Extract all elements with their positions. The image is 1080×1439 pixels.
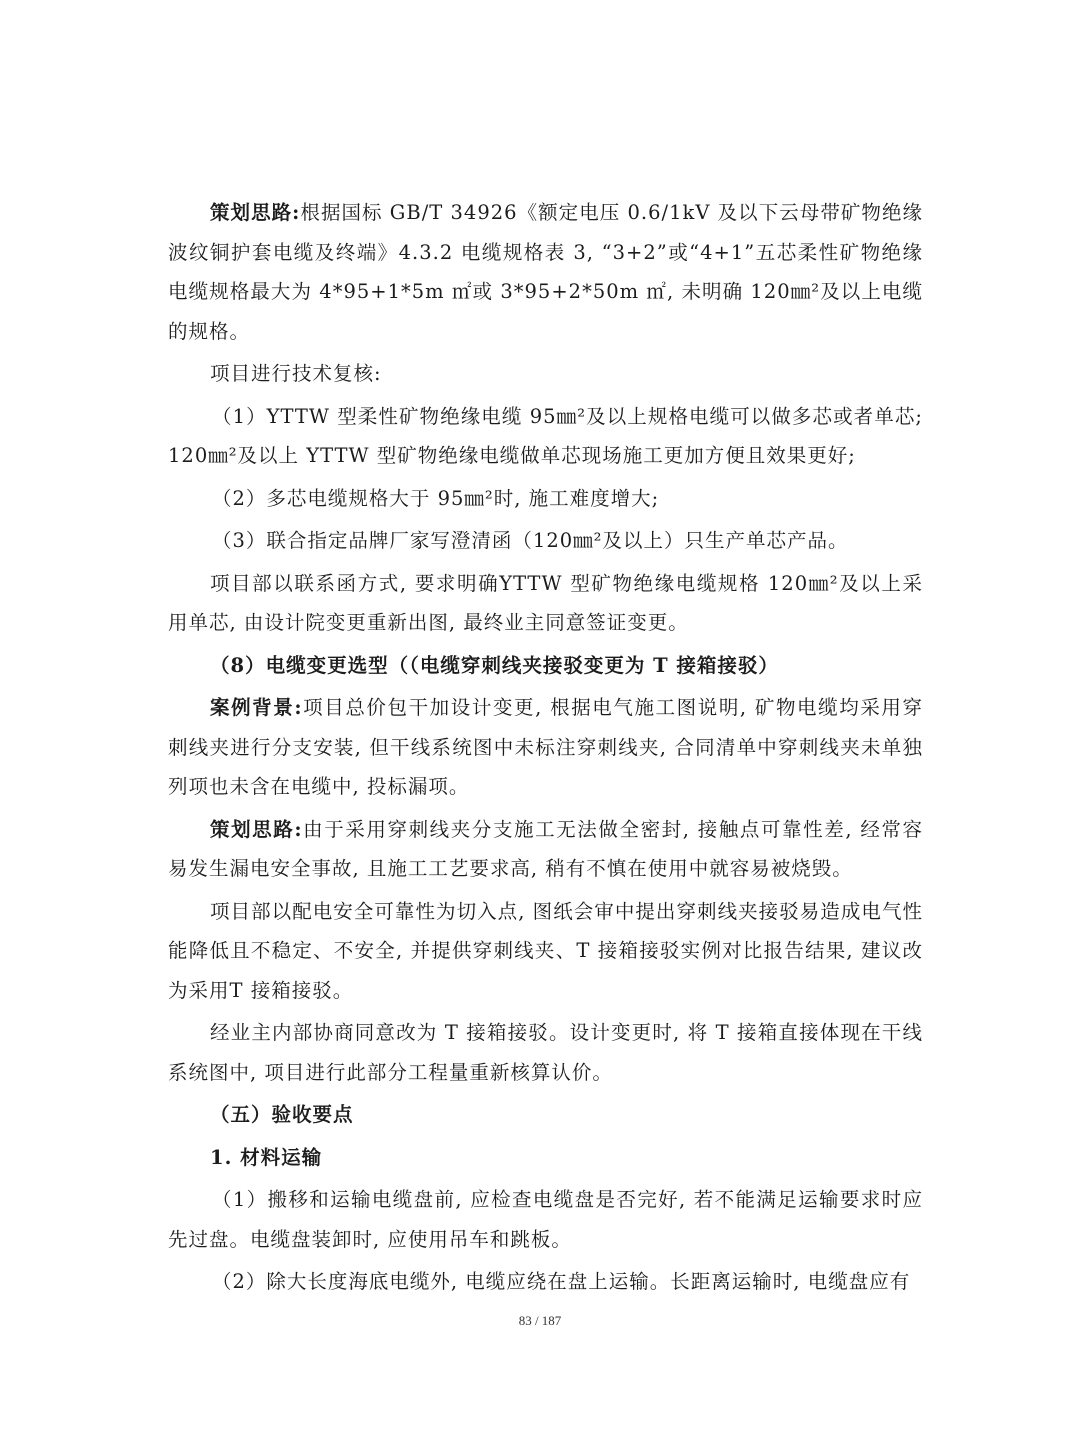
subheading-material-transport: 1. 材料运输	[210, 1145, 323, 1169]
paragraph-owner-agree: 经业主内部协商同意改为 T 接箱接驳。设计变更时, 将 T 接箱直接体现在干线系统图中, 项目进行此部分工程量重新核算认价。	[168, 1021, 923, 1084]
paragraph-case-background	[168, 688, 923, 807]
planning-2-label: 策划思路:	[210, 817, 303, 841]
paragraph-transport-item-1: （1）搬移和运输电缆盘前, 应检查电缆盘是否完好, 若不能满足运输要求时应先过盘。电缆盘装卸时, 应使用吊车和跳板。	[168, 1188, 923, 1251]
page-number: 83 / 187	[518, 1313, 562, 1328]
section-heading-5: （五）验收要点	[210, 1103, 354, 1126]
paragraph-planning-2	[168, 810, 923, 889]
planning-label: 策划思路:	[210, 201, 301, 224]
paragraph-review-item-3: （3）联合指定品牌厂家写澄清函（120㎜²及以上）只生产单芯产品。	[212, 529, 849, 552]
case-background-label: 案例背景:	[210, 696, 303, 719]
case-background-text: 项目总价包干加设计变更, 根据电气施工图说明, 矿物电缆均采用穿刺线夹进行分支安装, 但干线系统图中未标注穿刺线夹, 合同清单中穿刺线夹未单独列项也未含在电缆中, 投标漏项。	[168, 696, 924, 798]
document-page	[168, 193, 923, 1305]
paragraph-review-item-2: （2）多芯电缆规格大于 95㎜²时, 施工难度增大;	[212, 486, 660, 510]
paragraph-review-item-1: （1）YTTW 型柔性矿物绝缘电缆 95㎜²及以上规格电缆可以做多芯或者单芯; 120㎜²及以上 YTTW 型矿物绝缘电缆做单芯现场施工更加方便且效果更好;	[168, 404, 923, 467]
paragraph-safety: 项目部以配电安全可靠性为切入点, 图纸会审中提出穿刺线夹接驳易造成电气性能降低且不稳定、不安全, 并提供穿刺线夹、T 接箱接驳实例对比报告结果, 建议改为采用T 接箱接驳。	[168, 899, 923, 1002]
paragraph-contact-letter: 项目部以联系函方式, 要求明确YTTW 型矿物绝缘电缆规格 120㎜²及以上采用单芯, 由设计院变更重新出图, 最终业主同意签证变更。	[168, 571, 923, 634]
planning-2-text: 由于采用穿刺线夹分支施工无法做全密封, 接触点可靠性差, 经常容易发生漏电安全事故, 且施工工艺要求高, 稍有不慎在使用中就容易被烧毁。	[168, 817, 924, 880]
section-heading-8: （8）电缆变更选型（（电缆穿刺线夹接驳变更为 T 接箱接驳）	[210, 653, 779, 677]
paragraph-planning-1	[168, 193, 923, 351]
paragraph-transport-item-2: （2）除大长度海底电缆外, 电缆应绕在盘上运输。长距离运输时, 电缆盘应有	[212, 1270, 911, 1293]
planning-text: 根据国标 GB/T 34926《额定电压 0.6/1kV 及以下云母带矿物绝缘波纹铜护套电缆及终端》4.3.2 电缆规格表 3, “3+2”或“4+1”五芯柔性矿物绝缘电缆规格最大为 4*95+1*5m ㎡或 3*95+2*50m ㎡, 未明确 120㎜²及以上电缆的规格。	[168, 201, 923, 343]
paragraph-review-intro: 项目进行技术复核:	[210, 362, 382, 385]
